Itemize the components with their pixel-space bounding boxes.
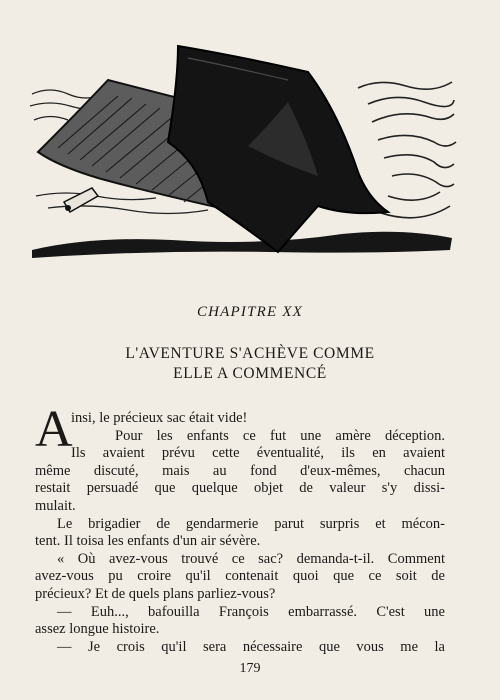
text-line: Ils avaient prévu cette éventualité, ils en avaient [71,445,445,462]
text-line: avez-vous pu croire qu'il contenait quoi que ce soit de [35,568,445,585]
chapter-illustration [28,36,458,258]
drop-cap: A [35,401,73,458]
chapter-title-line-2: ELLE A COMMENCÉ [173,365,327,382]
text-line: mulait. [35,497,76,514]
body-text [35,401,445,656]
text-line: assez longue histoire. [35,621,160,638]
text-line: même discuté, mais au fond d'eux-mêmes, chacun [35,462,445,479]
text-line: insi, le précieux sac était vide! [71,410,248,426]
text-line: — Je crois qu'il sera nécessaire que vous me la [57,638,445,655]
text-line: Le brigadier de gendarmerie parut surpris et mécon- [57,515,445,532]
text-line: Pour les enfants ce fut une amère déception. [115,427,445,444]
chapter-heading: CHAPITRE XX [196,304,304,320]
text-line: — Euh..., bafouilla François embarrassé. C'est une [57,603,445,620]
text-line: tent. Il toisa les enfants d'un air sévère. [35,533,261,550]
text-line: restait persuadé que quelque objet de valeur s'y dissi- [35,480,445,497]
chapter-title-line-1: L'AVENTURE S'ACHÈVE COMME [125,345,375,362]
text-line: précieux? Et de quels plans parliez-vous? [35,585,276,602]
chapter-title [0,344,500,384]
text-line: « Où avez-vous trouvé ce sac? demanda-t-il. Comment [57,550,445,567]
page-number: 179 [239,661,261,676]
